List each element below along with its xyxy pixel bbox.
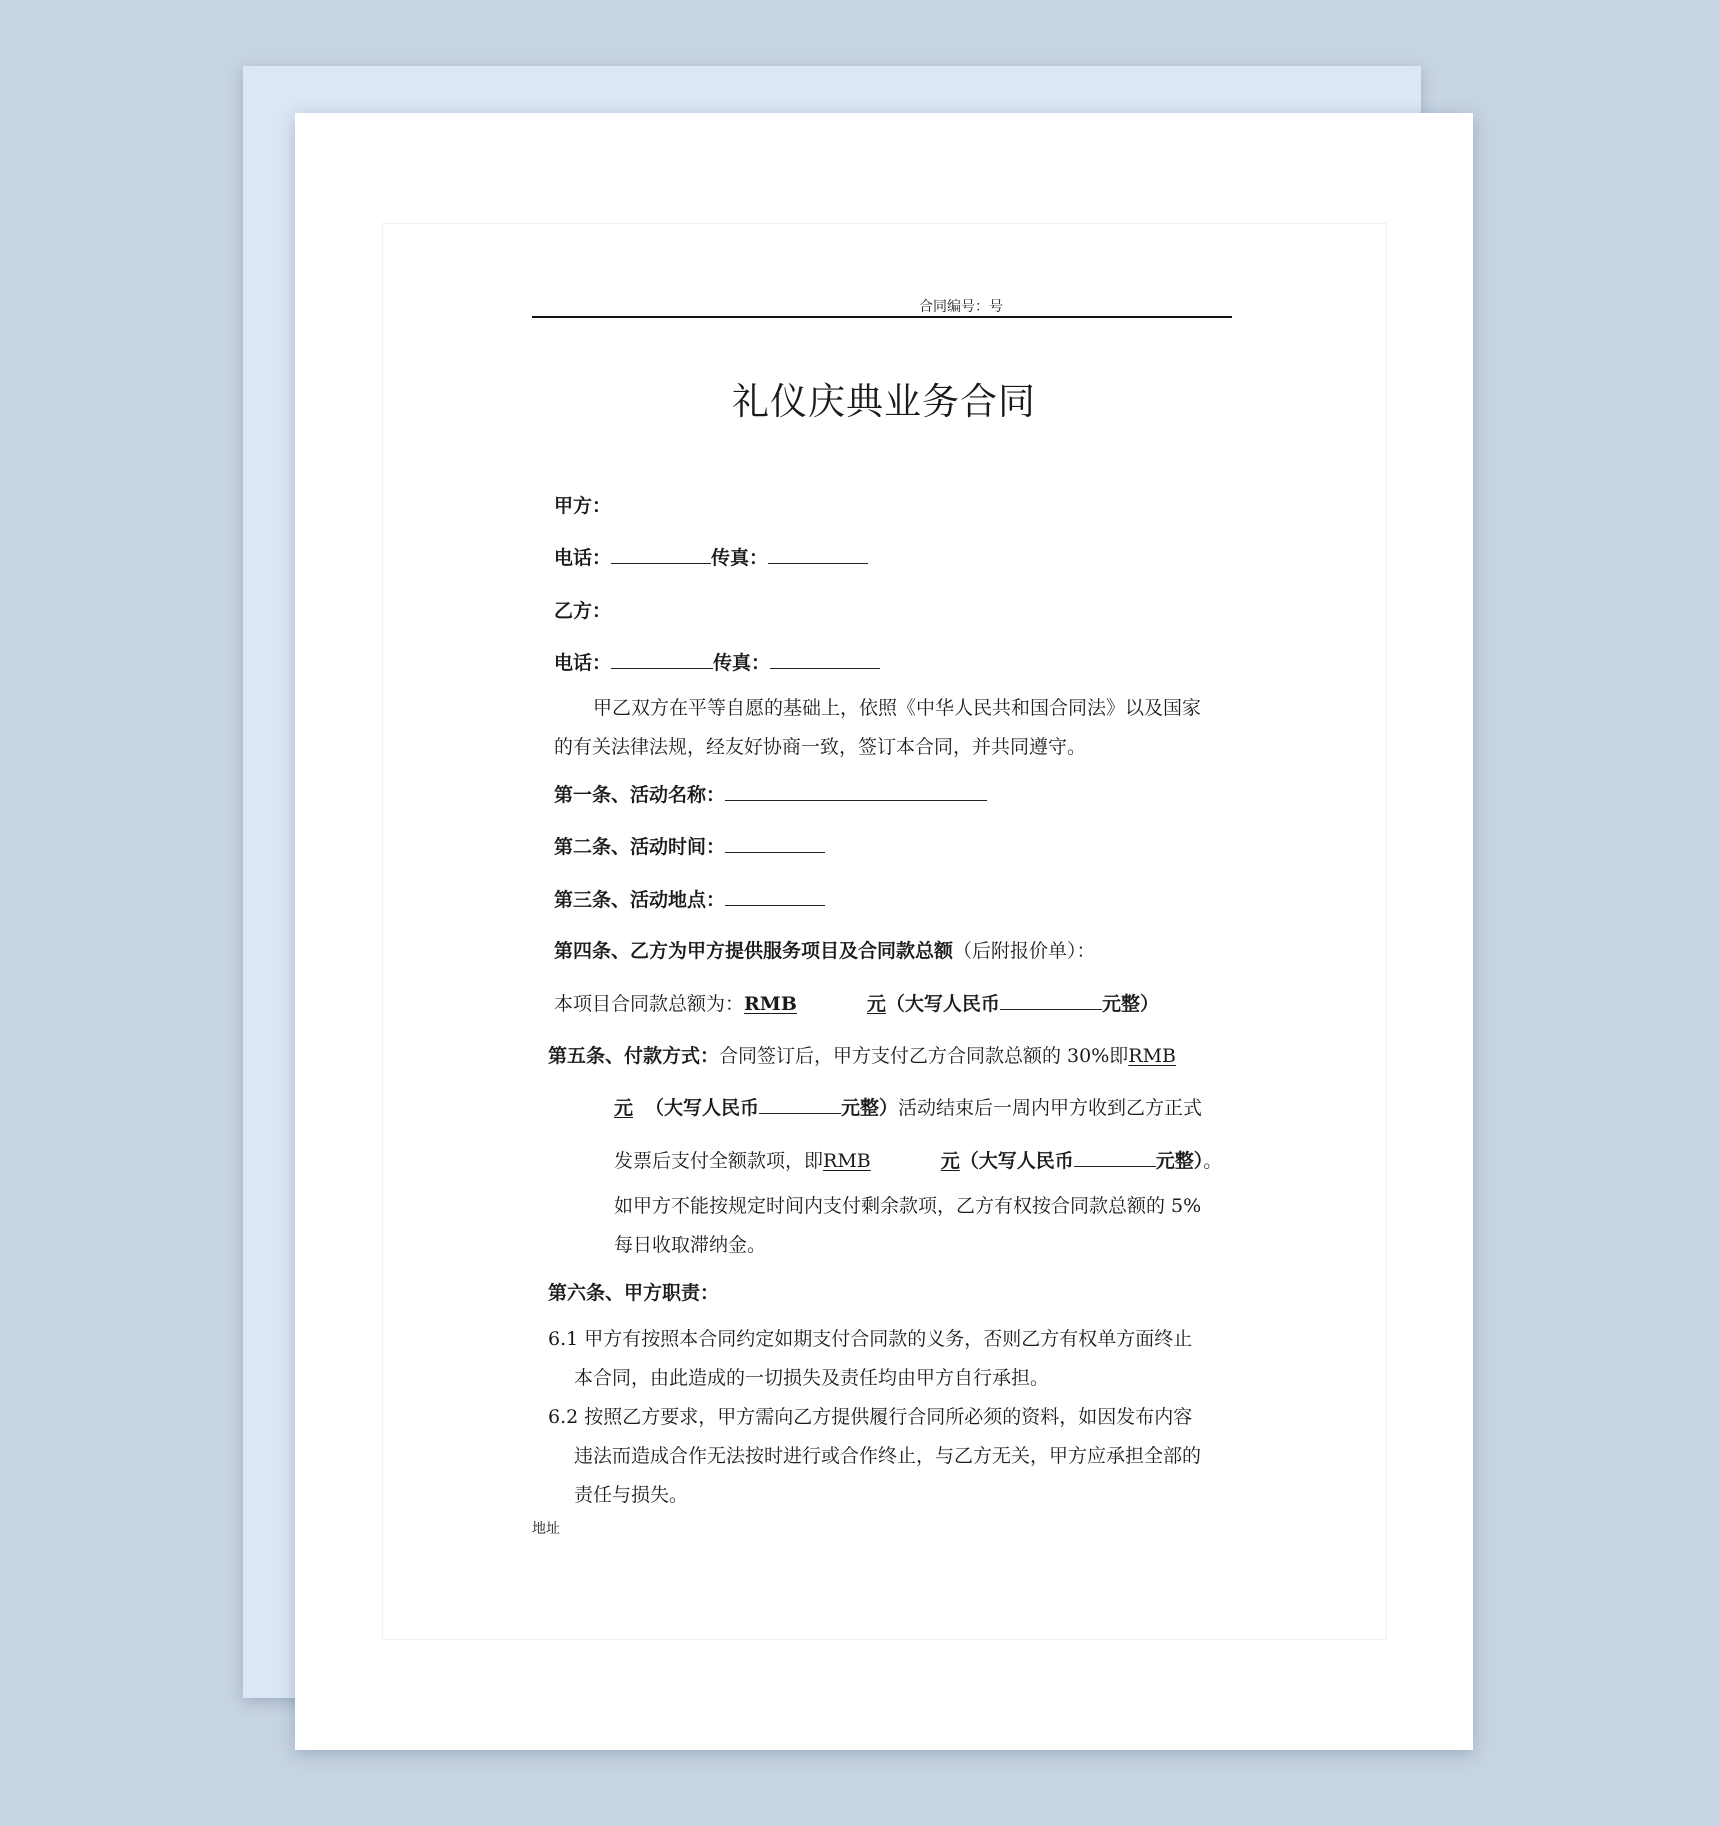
article-5-text-2: 活动结束后一周内甲方收到乙方正式 <box>898 1097 1203 1119</box>
party-b-label: 乙方： <box>554 600 612 622</box>
article-5-zheng-1: 元整） <box>841 1097 899 1119</box>
article-5-daxie-field-2[interactable] <box>1074 1148 1156 1167</box>
contract-number: 合同编号：号 <box>919 299 1003 315</box>
clause-6-2-line-1: 6.2 按照乙方要求，甲方需向乙方提供履行合同所必须的资料，如因发布内容 <box>548 1406 1193 1428</box>
article-5-daxie-1: （大写人民币 <box>645 1097 760 1119</box>
article-5-yuan-1: 元 <box>614 1097 634 1119</box>
clause-6-1-line-2: 本合同，由此造成的一切损失及责任均由甲方自行承担。 <box>574 1367 1050 1389</box>
total-daxie: （大写人民币 <box>885 993 1000 1015</box>
article-3 <box>554 885 825 912</box>
article-5-line-4: 如甲方不能按规定时间内支付剩余款项，乙方有权按合同款总额的 5% <box>614 1195 1202 1217</box>
party-a-phone-field[interactable] <box>611 545 711 564</box>
party-b-phone-label: 电话： <box>554 652 612 674</box>
activity-name-field[interactable] <box>725 782 987 801</box>
article-4-title: 第四条、乙方为甲方提供服务项目及合同款总额 <box>554 940 954 962</box>
article-1-label: 第一条、活动名称： <box>554 784 726 806</box>
activity-time-field[interactable] <box>725 834 825 853</box>
article-5-zheng-2: 元整） <box>1155 1150 1204 1172</box>
party-a-fax-label: 传真： <box>711 547 769 569</box>
article-3-label: 第三条、活动地点： <box>554 889 726 911</box>
article-4 <box>554 936 1096 963</box>
party-a-fax-field[interactable] <box>768 545 868 564</box>
clause-6-2-line-3: 责任与损失。 <box>574 1484 689 1506</box>
article-1 <box>554 780 987 807</box>
article-5-line-1 <box>548 1041 1176 1068</box>
activity-place-field[interactable] <box>725 887 825 906</box>
article-5-line-3 <box>614 1146 1222 1173</box>
article-2 <box>554 832 825 859</box>
total-amount-label: 本项目合同款总额为： <box>554 993 745 1015</box>
header-rule <box>532 316 1232 318</box>
footer-address: 地址 <box>532 1521 560 1537</box>
article-5-daxie-field-1[interactable] <box>759 1095 841 1114</box>
article-4-note: （后附报价单）： <box>953 940 1096 962</box>
article-5-text-1: 合同签订后，甲方支付乙方合同款总额的 30%即 <box>719 1045 1129 1067</box>
party-b-phone-field[interactable] <box>611 650 713 669</box>
party-b-contact <box>554 648 880 675</box>
intro-line-1: 甲乙双方在平等自愿的基础上，依照《中华人民共和国合同法》以及国家 <box>593 697 1202 719</box>
article-6: 第六条、甲方职责： <box>548 1282 720 1304</box>
article-5-line-5: 每日收取滞纳金。 <box>614 1234 767 1256</box>
party-a-phone-label: 电话： <box>554 547 612 569</box>
article-5-text-3: 发票后支付全额款项，即 <box>614 1150 824 1172</box>
contract-page <box>295 113 1473 1750</box>
total-daxie-field[interactable] <box>1000 991 1102 1010</box>
party-b-fax-field[interactable] <box>770 650 880 669</box>
total-amount-line <box>554 989 1159 1016</box>
article-5-title: 第五条、付款方式： <box>548 1045 720 1067</box>
article-5-line-2 <box>614 1093 1202 1120</box>
page-title: 礼仪庆典业务合同 <box>732 380 1036 423</box>
clause-6-1-line-1: 6.1 甲方有按照本合同约定如期支付合同款的义务，否则乙方有权单方面终止 <box>548 1328 1193 1350</box>
article-5-rmb-1: RMB <box>1128 1045 1177 1067</box>
intro-line-2: 的有关法律法规，经友好协商一致，签订本合同，并共同遵守。 <box>554 736 1087 758</box>
article-5-rmb-2: RMB 元 <box>823 1150 960 1172</box>
clause-6-2-line-2: 违法而造成合作无法按时进行或合作终止，与乙方无关，甲方应承担全部的 <box>574 1445 1202 1467</box>
party-a-label: 甲方： <box>554 495 612 517</box>
article-2-label: 第二条、活动时间： <box>554 836 726 858</box>
total-rmb: RMB 元 <box>744 993 886 1015</box>
article-5-daxie-2: （大写人民币 <box>959 1150 1074 1172</box>
article-5-period: 。 <box>1203 1150 1223 1172</box>
total-zheng: 元整） <box>1101 993 1159 1015</box>
party-a-contact <box>554 543 868 570</box>
party-b-fax-label: 传真： <box>713 652 771 674</box>
